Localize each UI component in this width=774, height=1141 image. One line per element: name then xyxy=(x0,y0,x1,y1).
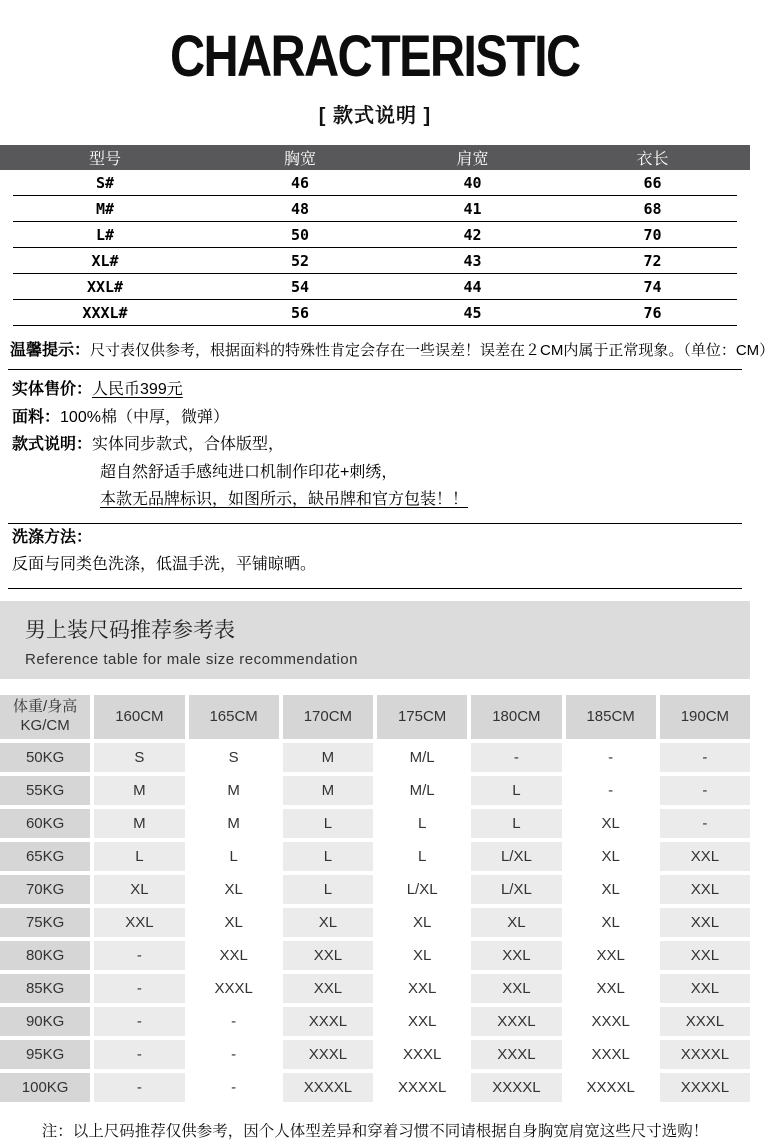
size-column-header: 165CM xyxy=(189,695,279,739)
spec-table-row xyxy=(0,196,750,222)
size-cell: L xyxy=(283,842,373,871)
size-cell: XXL xyxy=(660,908,750,937)
spec-column-header: 胸宽 xyxy=(283,151,316,168)
notice-line xyxy=(10,337,774,360)
size-cell: L xyxy=(189,842,279,871)
size-cell: XXL xyxy=(566,974,656,1003)
size-cell: XXXL xyxy=(377,1040,467,1069)
notice-label: 温馨提示： xyxy=(10,342,91,359)
size-column-header: 160CM xyxy=(94,695,184,739)
spec-cell: 43 xyxy=(463,252,482,270)
size-row-header: 70KG xyxy=(0,875,90,904)
size-cell: XXL xyxy=(471,974,561,1003)
size-cell: L xyxy=(377,842,467,871)
spec-table-row xyxy=(0,300,750,326)
spec-cell: 41 xyxy=(463,200,482,218)
spec-cell: 72 xyxy=(643,252,662,270)
size-cell: XL xyxy=(566,842,656,871)
style-value-1: 实体同步款式，合体版型， xyxy=(92,436,285,453)
style-line-2 xyxy=(0,459,750,487)
size-cell: - xyxy=(660,809,750,838)
size-cell: - xyxy=(566,743,656,772)
size-cell: XXXXL xyxy=(471,1073,561,1102)
divider xyxy=(8,588,742,589)
spec-cell: L# xyxy=(95,226,115,244)
price-label: 实体售价： xyxy=(12,381,93,398)
size-cell: XL xyxy=(377,941,467,970)
size-row-header: 85KG xyxy=(0,974,90,1003)
size-cell: XXXL xyxy=(566,1007,656,1036)
corner-line-2: KG/CM xyxy=(20,716,70,734)
size-cell: M xyxy=(283,743,373,772)
size-table-corner-cell xyxy=(0,695,90,739)
spec-table-row xyxy=(0,248,750,274)
size-cell: XL xyxy=(189,908,279,937)
size-cell: XL xyxy=(94,875,184,904)
size-cell: - xyxy=(660,776,750,805)
spec-cell: 45 xyxy=(463,304,482,322)
spec-table-row xyxy=(0,274,750,300)
divider xyxy=(8,369,742,370)
fabric-line xyxy=(0,404,750,432)
size-cell: XXL xyxy=(471,941,561,970)
size-cell: XXL xyxy=(94,908,184,937)
spec-cell: 40 xyxy=(463,174,482,192)
size-cell: S xyxy=(189,743,279,772)
spec-cell: 48 xyxy=(290,200,310,218)
size-column-header: 190CM xyxy=(660,695,750,739)
size-column-header: 185CM xyxy=(566,695,656,739)
size-column-header: 170CM xyxy=(283,695,373,739)
title-section xyxy=(0,0,750,128)
size-cell: L xyxy=(283,809,373,838)
size-cell: S xyxy=(94,743,184,772)
style-line-1 xyxy=(0,431,750,459)
size-cell: XXXXL xyxy=(660,1040,750,1069)
spec-cell: 76 xyxy=(643,304,662,322)
size-cell: M xyxy=(283,776,373,805)
size-cell: XXL xyxy=(660,842,750,871)
size-cell: XL xyxy=(189,875,279,904)
spec-cell: 50 xyxy=(290,226,310,244)
size-cell: - xyxy=(94,1073,184,1102)
size-cell: XXXL xyxy=(189,974,279,1003)
spec-column-header: 型号 xyxy=(88,151,121,168)
size-cell: - xyxy=(471,743,561,772)
size-cell: XXXXL xyxy=(566,1073,656,1102)
size-column-header: 175CM xyxy=(377,695,467,739)
style-value-2: 超自然舒适手感纯进口机制作印花+刺绣， xyxy=(100,463,398,481)
wash-value-line xyxy=(0,551,750,579)
size-cell: L xyxy=(471,776,561,805)
page-title: CHARACTERISTIC xyxy=(170,24,580,89)
size-cell: M xyxy=(189,809,279,838)
size-row-header: 50KG xyxy=(0,743,90,772)
size-cell: XXXL xyxy=(566,1040,656,1069)
spec-column-header: 肩宽 xyxy=(456,151,489,168)
product-details xyxy=(0,376,750,589)
spec-table-row xyxy=(0,170,750,196)
size-cell: XXXXL xyxy=(377,1073,467,1102)
size-cell: XXL xyxy=(660,974,750,1003)
size-row-header: 80KG xyxy=(0,941,90,970)
size-cell: - xyxy=(189,1073,279,1102)
spec-cell: XXL# xyxy=(86,278,124,296)
spec-table-body xyxy=(0,170,750,326)
size-cell: XL xyxy=(283,908,373,937)
spec-cell: XL# xyxy=(91,252,119,270)
size-cell: M/L xyxy=(377,743,467,772)
size-row-header: 60KG xyxy=(0,809,90,838)
style-value-3: 本款无品牌标识，如图所示，缺吊牌和官方包装！！ xyxy=(100,491,469,508)
size-section-subtitle: Reference table for male size recommendation xyxy=(25,650,358,668)
size-row-header: 75KG xyxy=(0,908,90,937)
spec-cell: M# xyxy=(95,200,115,218)
spec-cell: 52 xyxy=(290,252,310,270)
size-cell: XXXL xyxy=(660,1007,750,1036)
size-cell: XXXXL xyxy=(660,1073,750,1102)
size-cell: XL xyxy=(566,809,656,838)
size-cell: L xyxy=(377,809,467,838)
size-row-header: 95KG xyxy=(0,1040,90,1069)
footer-note: 注：以上尺码推荐仅供参考，因个人体型差异和穿着习惯不同请根据自身胸宽肩宽这些尺寸选购！ xyxy=(41,1122,709,1140)
size-row-header: 55KG xyxy=(0,776,90,805)
size-cell: - xyxy=(94,1007,184,1036)
fabric-label: 面料： xyxy=(12,408,61,426)
spec-column-header: 衣长 xyxy=(636,151,669,168)
size-cell: XXL xyxy=(377,974,467,1003)
size-cell: M xyxy=(94,776,184,805)
spec-cell: XXXL# xyxy=(82,304,128,322)
price-line xyxy=(0,376,750,404)
size-cell: XXL xyxy=(189,941,279,970)
size-cell: M xyxy=(94,809,184,838)
size-cell: XXXL xyxy=(471,1040,561,1069)
size-cell: XL xyxy=(566,908,656,937)
spec-table-row xyxy=(0,222,750,248)
size-row-header: 65KG xyxy=(0,842,90,871)
size-cell: XXL xyxy=(566,941,656,970)
size-section-title: 男上装尺码推荐参考表 xyxy=(25,618,235,642)
spec-cell: S# xyxy=(95,174,115,192)
size-cell: - xyxy=(189,1007,279,1036)
corner-line-1: 体重/身高 xyxy=(13,697,78,715)
style-label: 款式说明： xyxy=(12,436,93,453)
size-row-header: 90KG xyxy=(0,1007,90,1036)
size-cell: XL xyxy=(566,875,656,904)
wash-label: 洗涤方法： xyxy=(12,528,93,546)
size-cell: XXL xyxy=(660,875,750,904)
spec-cell: 68 xyxy=(643,200,662,218)
size-cell: L/XL xyxy=(377,875,467,904)
size-cell: XXL xyxy=(283,941,373,970)
size-cell: XXL xyxy=(377,1007,467,1036)
style-line-3 xyxy=(0,486,750,514)
spec-cell: 42 xyxy=(463,226,482,244)
page-subtitle: [ 款式说明 ] xyxy=(318,105,432,127)
spec-cell: 46 xyxy=(290,174,310,192)
size-cell: XXXL xyxy=(283,1040,373,1069)
size-cell: - xyxy=(566,776,656,805)
size-cell: - xyxy=(94,974,184,1003)
size-cell: - xyxy=(189,1040,279,1069)
size-cell: XXXXL xyxy=(283,1073,373,1102)
wash-value: 反面与同类色洗涤，低温手洗，平铺晾晒。 xyxy=(12,556,317,573)
price-value: 人民币399元 xyxy=(92,381,183,398)
spec-cell: 74 xyxy=(643,278,662,296)
size-cell: XXXL xyxy=(471,1007,561,1036)
size-cell: XL xyxy=(471,908,561,937)
size-cell: XL xyxy=(377,908,467,937)
spec-cell: 44 xyxy=(463,278,482,296)
size-recommendation-table xyxy=(0,695,750,1102)
spec-cell: 56 xyxy=(290,304,310,322)
size-column-header: 180CM xyxy=(471,695,561,739)
size-cell: XXL xyxy=(660,941,750,970)
size-cell: M xyxy=(189,776,279,805)
size-cell: L xyxy=(94,842,184,871)
size-cell: XXL xyxy=(283,974,373,1003)
size-section-banner xyxy=(0,601,750,679)
size-cell: - xyxy=(94,1040,184,1069)
spec-cell: 70 xyxy=(643,226,662,244)
size-cell: XXXL xyxy=(283,1007,373,1036)
fabric-value: 100%棉（中厚，微弹） xyxy=(60,408,229,426)
notice-text: 尺寸表仅供参考，根据面料的特殊性肯定会存在一些误差！误差在２CM内属于正常现象。（单位：CM） xyxy=(90,342,774,359)
spec-table-header xyxy=(0,145,750,170)
wash-label-line xyxy=(0,524,750,552)
size-cell: M/L xyxy=(377,776,467,805)
size-cell: - xyxy=(660,743,750,772)
size-row-header: 100KG xyxy=(0,1073,90,1102)
size-cell: L xyxy=(283,875,373,904)
spec-cell: 54 xyxy=(290,278,310,296)
size-cell: L xyxy=(471,809,561,838)
size-cell: L/XL xyxy=(471,842,561,871)
size-cell: - xyxy=(94,941,184,970)
spec-cell: 66 xyxy=(643,174,662,192)
size-cell: L/XL xyxy=(471,875,561,904)
